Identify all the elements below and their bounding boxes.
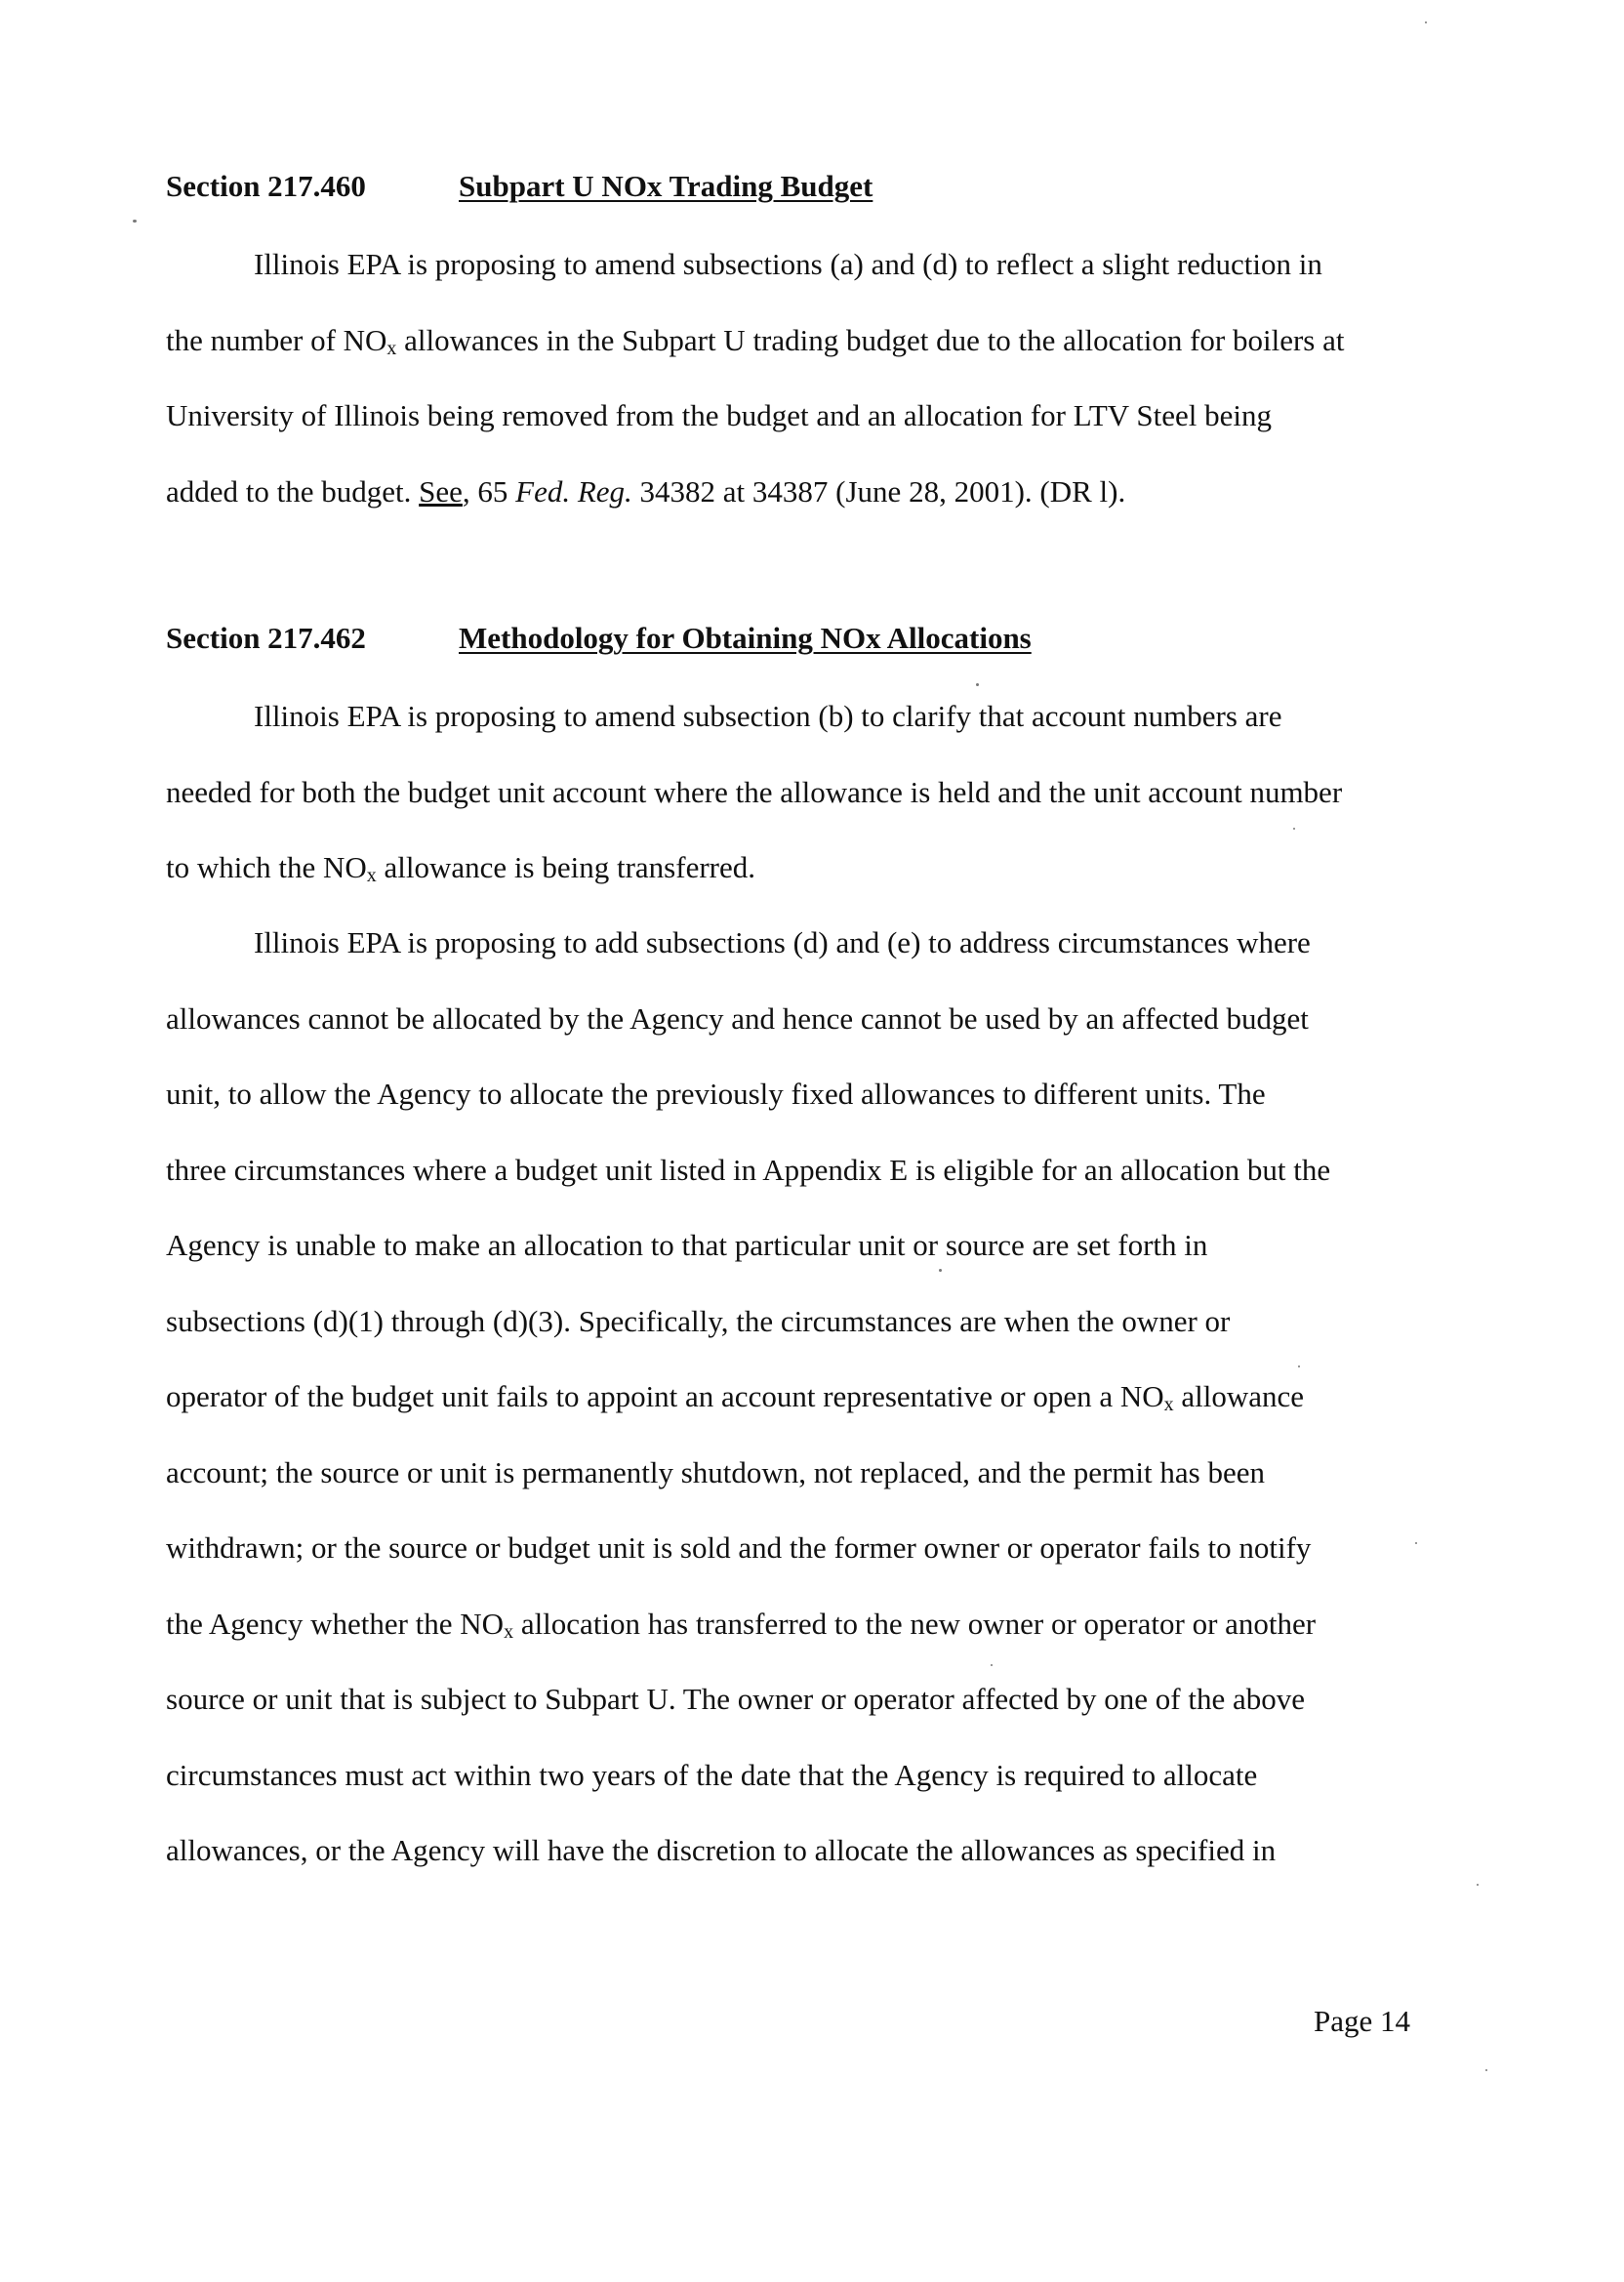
- subscript: x: [1163, 1394, 1174, 1415]
- section-number: Section 217.462: [166, 621, 366, 655]
- text-line: account; the source or unit is permanently shutdown, not replaced, and the permit has been: [166, 1454, 1265, 1489]
- section-217-460-heading: [166, 168, 873, 205]
- text-segment: allowances in the Subpart U trading budget due to the allocation for boilers at: [396, 322, 1345, 357]
- text-line: needed for both the budget unit account where the allowance is held and the unit account number: [166, 774, 1343, 809]
- scan-speck: [1477, 1884, 1479, 1886]
- text-line: [166, 454, 1454, 530]
- section-title: Subpart U NOx Trading Budget: [459, 169, 873, 203]
- text-segment: 34382 at 34387 (June 28, 2001). (DR l).: [631, 473, 1126, 509]
- subscript: x: [386, 337, 397, 359]
- text-line: withdrawn; or the source or budget unit is sold and the former owner or operator fails to notify: [166, 1530, 1312, 1565]
- scan-speck: [939, 1269, 942, 1272]
- section-217-460-paragraph: [166, 226, 1454, 529]
- text-line: circumstances must act within two years of the date that the Agency is required to allocate: [166, 1757, 1258, 1792]
- page-number: Page 14: [1314, 2004, 1411, 2038]
- text-segment: to which the NO: [166, 850, 367, 884]
- text-line: allowances cannot be allocated by the Agency and hence cannot be used by an affected budget: [166, 1000, 1309, 1036]
- text-line: Illinois EPA is proposing to amend subsections (a) and (d) to reflect a slight reduction in: [254, 247, 1322, 281]
- scan-speck: [1415, 1542, 1417, 1544]
- text-line: subsections (d)(1) through (d)(3). Specifically, the circumstances are when the owner or: [166, 1303, 1231, 1338]
- text-segment: allocation has transferred to the new owner or operator or another: [513, 1606, 1317, 1641]
- text-segment: added to the budget.: [166, 473, 420, 509]
- scan-speck: [1298, 1365, 1300, 1367]
- text-segment: allowance: [1173, 1379, 1305, 1413]
- section-title: Methodology for Obtaining NOx Allocations: [459, 621, 1032, 655]
- scan-speck: [991, 1664, 993, 1666]
- text-line: University of Illinois being removed from the budget and an allocation for LTV Steel being: [166, 398, 1272, 432]
- text-line: source or unit that is subject to Subpart U. The owner or operator affected by one of the above: [166, 1682, 1306, 1716]
- text-line: unit, to allow the Agency to allocate the previously fixed allowances to different units. The: [166, 1077, 1266, 1111]
- subscript: x: [366, 865, 377, 886]
- scan-speck: [976, 683, 979, 686]
- scan-speck: [1485, 2069, 1487, 2071]
- see-citation: See: [419, 473, 463, 509]
- text-line: [166, 830, 1454, 906]
- scan-speck: [1425, 21, 1427, 23]
- text-line: [166, 1359, 1454, 1435]
- text-line: allowances, or the Agency will have the discretion to allocate the allowances as specified in: [166, 1833, 1277, 1867]
- text-segment: allowance is being transferred.: [376, 850, 755, 884]
- text-line: three circumstances where a budget unit listed in Appendix E is eligible for an allocation but the: [166, 1152, 1331, 1187]
- section-217-462-heading: [166, 620, 1032, 657]
- text-line: [166, 303, 1454, 379]
- text-segment: operator of the budget unit fails to appoint an account representative or open a NO: [166, 1379, 1164, 1413]
- fed-reg-citation: Fed. Reg.: [515, 473, 632, 509]
- text-segment: , 65: [462, 473, 516, 509]
- text-line: [166, 1586, 1454, 1662]
- section-number: Section 217.460: [166, 169, 366, 203]
- section-217-462-paragraph-2: [166, 905, 1454, 1889]
- section-217-462-paragraph-1: [166, 678, 1454, 906]
- scan-speck: [133, 220, 137, 223]
- text-segment: the Agency whether the NO: [166, 1606, 505, 1641]
- text-segment: the number of NO: [166, 322, 387, 357]
- subscript: x: [504, 1620, 514, 1643]
- text-line: Illinois EPA is proposing to amend subsection (b) to clarify that account numbers are: [254, 699, 1282, 733]
- scan-speck: [1293, 828, 1295, 830]
- text-line: Agency is unable to make an allocation to that particular unit or source are set forth in: [166, 1228, 1208, 1262]
- text-line: Illinois EPA is proposing to add subsections (d) and (e) to address circumstances where: [254, 925, 1311, 959]
